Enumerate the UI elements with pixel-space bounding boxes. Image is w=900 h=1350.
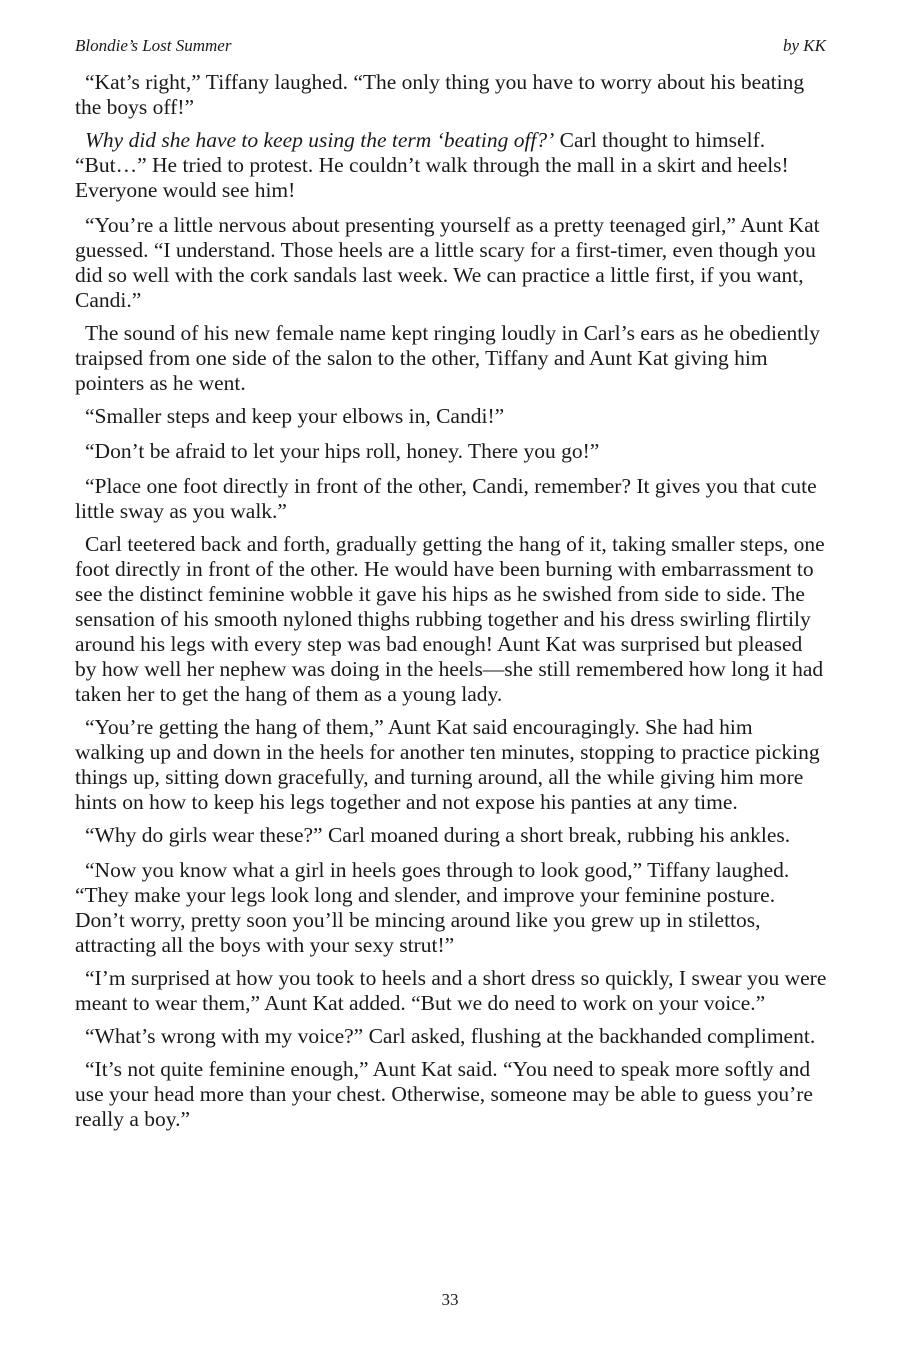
paragraph: Carl teetered back and forth, gradually getting the hang of it, taking smaller steps, one foot directly in front of the other. He would have been burning with embarrassment to see the distinct feminine wobble it gave his hips as he swished from side to side. The sensation of his smooth nyloned thighs rubbing together and his dress swirling flirtily around his legs with every step was bad enough! Aunt Kat was surprised but pleased by how well her nephew was doing in the heels—she still remembered how long it had taken her to get the hang of them as a young lady. xyxy=(75,532,825,706)
page-body xyxy=(75,70,827,1140)
paragraph: “Now you know what a girl in heels goes through to look good,” Tiffany laughed. “They make your legs look long and slender, and improve your feminine posture. Don’t worry, pretty soon you’ll be mincing around like you grew up in stilettos, attracting all the boys with your sexy strut!” xyxy=(75,858,790,957)
paragraph: “You’re getting the hang of them,” Aunt Kat said encouragingly. She had him walking up and down in the heels for another ten minutes, stopping to practice picking things up, sitting down gracefully, and turning around, all the while giving him more hints on how to keep his legs together and not expose his panties at any time. xyxy=(75,715,820,814)
running-header xyxy=(75,36,826,58)
paragraph: “Don’t be afraid to let your hips roll, honey. There you go!” xyxy=(85,439,600,463)
paragraph: “You’re a little nervous about presenting yourself as a pretty teenaged girl,” Aunt Kat guessed. “I understand. Those heels are a little scary for a first-timer, even though you did so well with the cork sandals last week. We can practice a little first, if you want, Candi.” xyxy=(75,213,820,312)
paragraph: Why did she have to keep using the term ‘beating off?’ Carl thought to himself. “But…” He tried to protest. He couldn’t walk through the mall in a skirt and heels! Everyone would see him! xyxy=(75,128,789,202)
italic-thought: Why did she have to keep using the term ‘beating off?’ xyxy=(85,128,555,152)
paragraph: “What’s wrong with my voice?” Carl asked, flushing at the backhanded compliment. xyxy=(85,1024,816,1048)
book-title: Blondie’s Lost Summer xyxy=(75,36,232,55)
paragraph: “Kat’s right,” Tiffany laughed. “The only thing you have to worry about his beating the boys off!” xyxy=(75,70,805,119)
paragraph: The sound of his new female name kept ringing loudly in Carl’s ears as he obediently traipsed from one side of the salon to the other, Tiffany and Aunt Kat giving him pointers as he went. xyxy=(75,321,820,395)
paragraph: “Smaller steps and keep your elbows in, Candi!” xyxy=(85,404,505,428)
paragraph: “Place one foot directly in front of the other, Candi, remember? It gives you that cute little sway as you walk.” xyxy=(75,474,817,523)
paragraph: “It’s not quite feminine enough,” Aunt Kat said. “You need to speak more softly and use your head more than your chest. Otherwise, someone may be able to guess you’re really a boy.” xyxy=(75,1057,813,1131)
paragraph: “Why do girls wear these?” Carl moaned during a short break, rubbing his ankles. xyxy=(85,823,791,847)
paragraph: “I’m surprised at how you took to heels and a short dress so quickly, I swear you were meant to wear them,” Aunt Kat added. “But we do need to work on your voice.” xyxy=(75,966,827,1015)
author-credit: by KK xyxy=(783,36,826,55)
page-number: 33 xyxy=(441,1290,459,1309)
